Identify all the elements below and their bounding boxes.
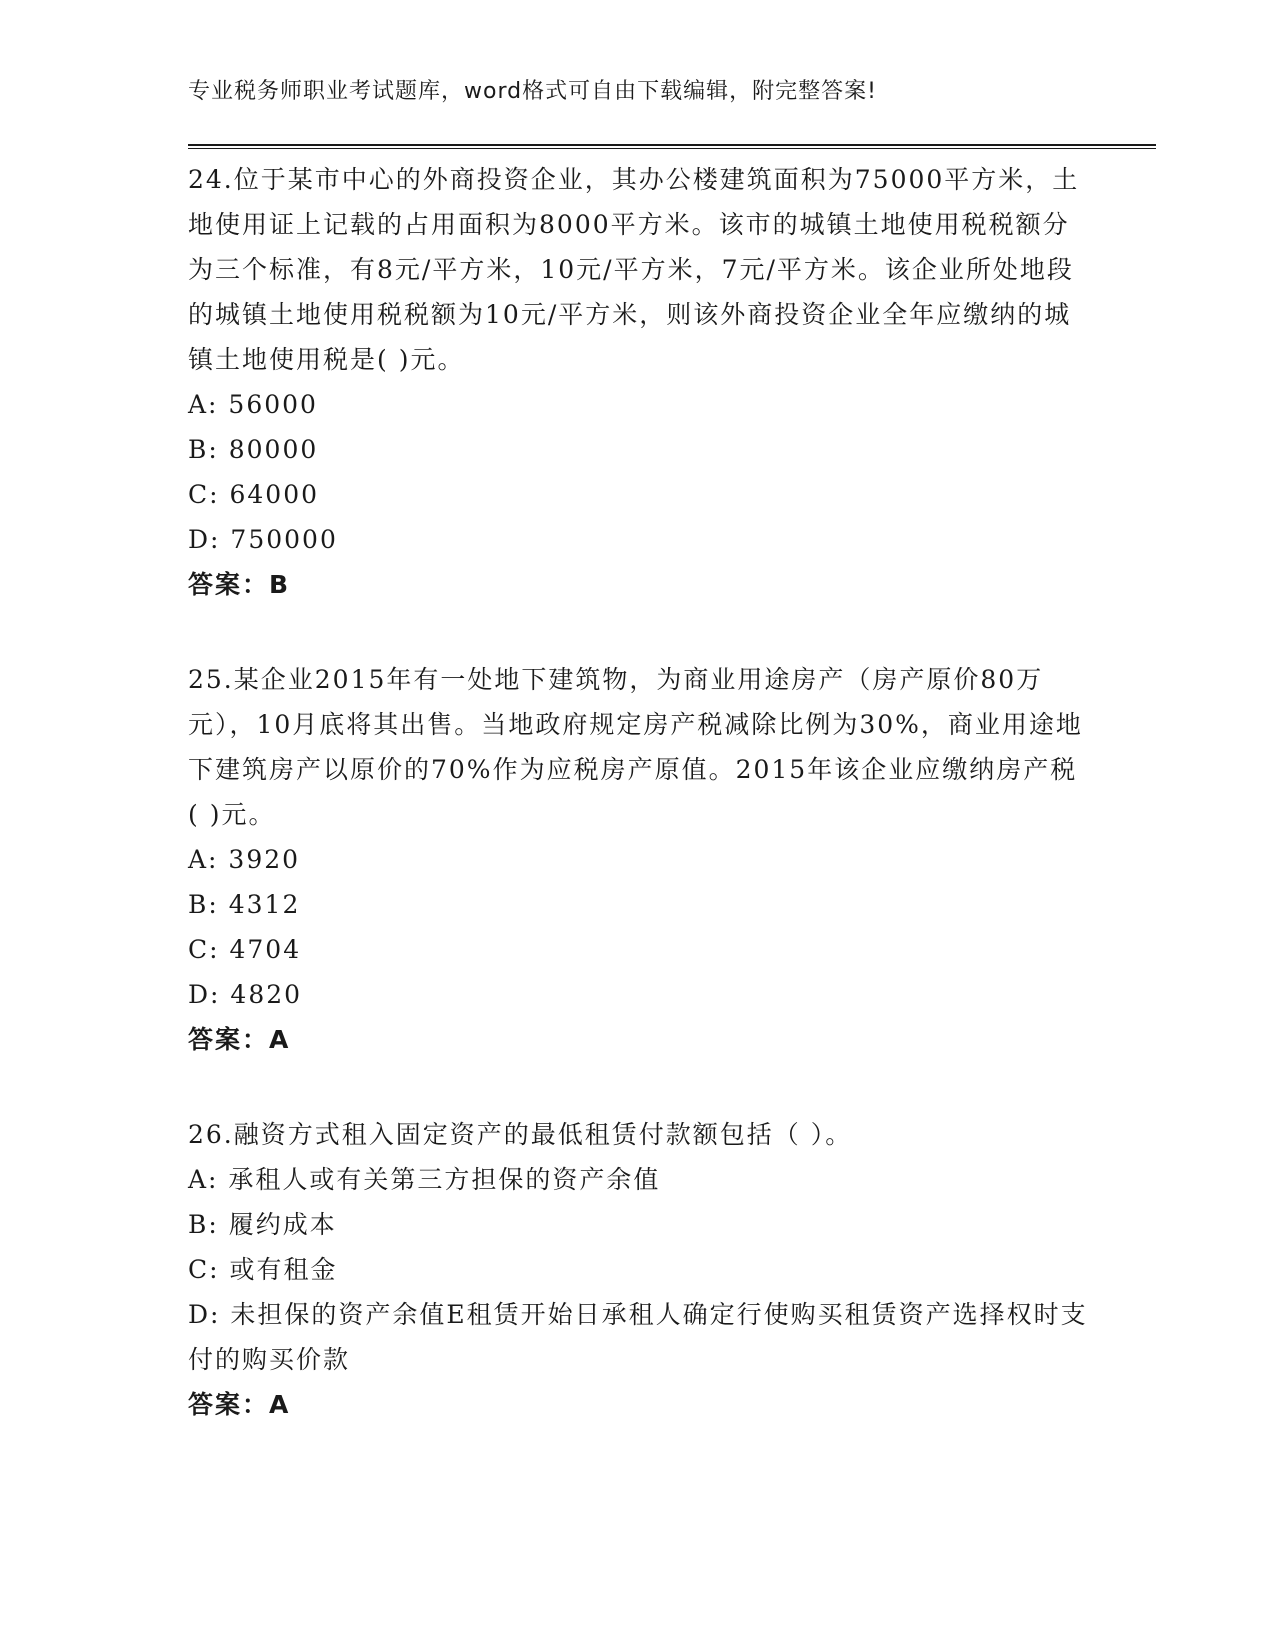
- option-b: B: 80000: [188, 435, 319, 464]
- option-c: C: 4704: [188, 935, 302, 964]
- option-d: D: 4820: [188, 980, 303, 1009]
- option-c: C: 或有租金: [188, 1255, 338, 1284]
- question-stem: 26.融资方式租入固定资产的最低租赁付款额包括（ ）。: [188, 1120, 853, 1149]
- answer: 答案：A: [188, 1025, 291, 1054]
- question-stem: 25.某企业2015年有一处地下建筑物，为商业用途房产（房产原价80万元），10月底将其出售。当地政府规定房产税减除比例为30%，商业用途地下建筑房产以原价的70%作为应税房产原值。2015年该企业应缴纳房产税( )元。: [188, 665, 1083, 829]
- option-b: B: 履约成本: [188, 1210, 337, 1239]
- question-stem: 24.位于某市中心的外商投资企业，其办公楼建筑面积为75000平方米，土地使用证上记载的占用面积为8000平方米。该市的城镇土地使用税税额分为三个标准，有8元/平方米，10元/平方米，7元/平方米。该企业所处地段的城镇土地使用税税额为10元/平方米，则该外商投资企业全年应缴纳的城镇土地使用税是( )元。: [188, 165, 1080, 374]
- answer: 答案：B: [188, 570, 291, 599]
- question-24: [188, 157, 1088, 607]
- option-a: A: 3920: [188, 845, 301, 874]
- question-26: [188, 1112, 1088, 1427]
- option-d: D: 未担保的资产余值E租赁开始日承租人确定行使购买租赁资产选择权时支付的购买价款: [188, 1300, 1088, 1374]
- answer: 答案：A: [188, 1390, 291, 1419]
- option-a: A: 56000: [188, 390, 318, 419]
- option-d: D: 750000: [188, 525, 338, 554]
- option-a: A: 承租人或有关第三方担保的资产余值: [188, 1165, 661, 1194]
- question-list: [188, 157, 1088, 1477]
- option-c: C: 64000: [188, 480, 320, 509]
- header-divider: [188, 144, 1156, 149]
- question-25: [188, 657, 1088, 1062]
- page-header: 专业税务师职业考试题库，word格式可自由下载编辑，附完整答案!: [188, 79, 877, 104]
- option-b: B: 4312: [188, 890, 301, 919]
